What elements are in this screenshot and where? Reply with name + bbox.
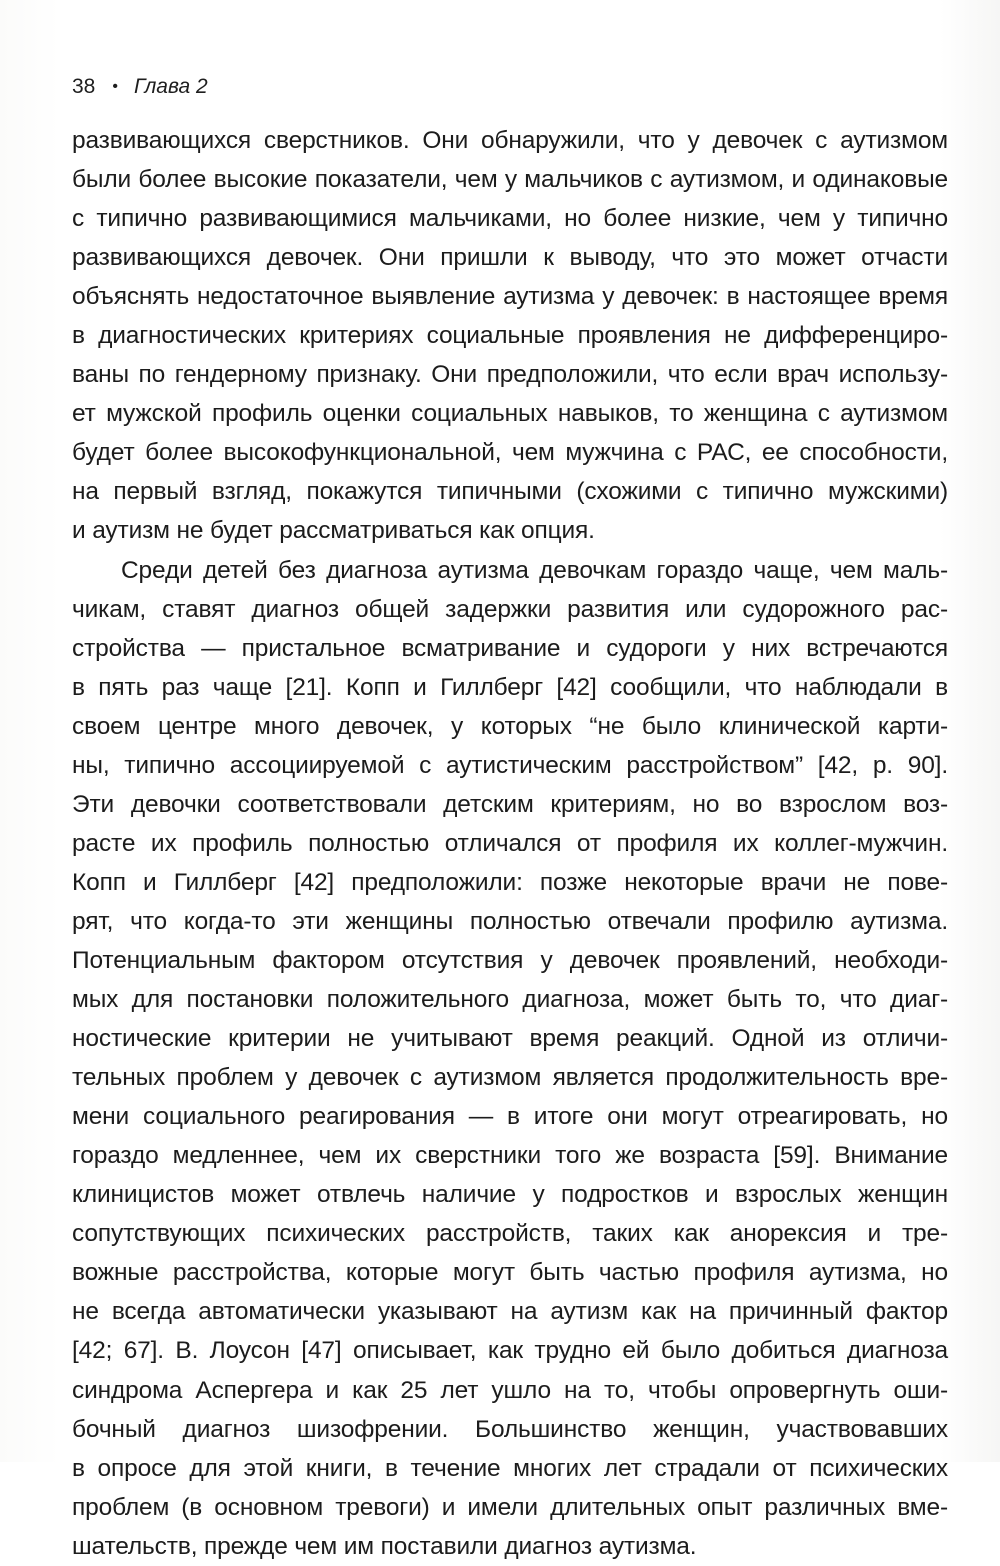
text-line: ностические критерии не учитывают время реакций. Одной из отличи- <box>72 1025 948 1053</box>
running-header <box>72 70 208 104</box>
text-line: тельных проблем у девочек с аутизмом является продолжительность вре- <box>72 1064 948 1092</box>
text-line: сопутствующих психических расстройств, таких как анорексия и тре- <box>72 1220 948 1248</box>
text-line: развивающихся девочек. Они пришли к выводу, что это может отчасти <box>72 244 948 272</box>
text-line: стройства — пристальное всматривание и судороги у них встречаются <box>72 634 948 662</box>
text-line: проблем (в основном тревоги) и имели длительных опыт различных вме- <box>72 1493 948 1521</box>
text-line: на первый взгляд, покажутся типичными (схожими с типично мужскими) <box>72 478 948 506</box>
text-line: развивающихся сверстников. Они обнаружили, что у девочек с аутизмом <box>72 127 948 154</box>
paragraph-1 <box>72 121 948 551</box>
bullet-separator: • <box>112 78 118 95</box>
text-line: были более высокие показатели, чем у мальчиков с аутизмом, и одинаковые <box>72 166 948 194</box>
body-text <box>72 121 948 1566</box>
text-line: своем центре много девочек, у которых “не было клинической карти- <box>72 712 948 740</box>
text-line: рят, что когда-то эти женщины полностью отвечали профилю аутизма. <box>72 907 948 935</box>
text-line: ны, типично ассоциируемой с аутистическим расстройством” [42, p. 90]. <box>72 751 948 779</box>
text-line: не всегда автоматически указывают на аутизм как на причинный фактор <box>72 1298 948 1326</box>
text-line: с типично развивающимися мальчиками, но более низкие, чем у типично <box>72 205 948 233</box>
text-line: расте их профиль полностью отличался от профиля их коллег-мужчин. <box>72 829 948 857</box>
text-line: мени социального реагирования — в итоге они могут отреагировать, но <box>72 1103 948 1131</box>
text-line: Эти девочки соответствовали детским критериям, но во взрослом воз- <box>72 790 948 818</box>
text-line: в диагностических критериях социальные проявления не дифференциро- <box>72 322 948 350</box>
text-line: будет более высокофункциональной, чем мужчина с РАС, ее способности, <box>72 439 948 467</box>
text-line: гораздо медленнее, чем их сверстники того же возраста [59]. Внимание <box>72 1142 948 1170</box>
text-line: в пять раз чаще [21]. Копп и Гиллберг [42] сообщили, что наблюдали в <box>72 673 948 701</box>
text-line: шательств, прежде чем им поставили диагноз аутизма. <box>72 1532 697 1560</box>
text-line: вожные расстройства, которые могут быть частью профиля аутизма, но <box>72 1259 948 1287</box>
text-line: ет мужской профиль оценки социальных навыков, то женщина с аутизмом <box>72 400 948 428</box>
chapter-title: Глава 2 <box>133 75 208 98</box>
text-line: и аутизм не будет рассматриваться как опция. <box>72 517 595 545</box>
text-line: в опросе для этой книги, в течение многих лет страдали от психических <box>72 1454 948 1482</box>
paragraph-2 <box>72 551 948 1566</box>
text-line: объяснять недостаточное выявление аутизма у девочек: в настоящее время <box>72 283 948 311</box>
text-line: бочный диагноз шизофрении. Большинство женщин, участвовавших <box>72 1415 948 1443</box>
text-line: чикам, ставят диагноз общей задержки развития или судорожного рас- <box>72 595 948 623</box>
text-line: [42; 67]. В. Лоусон [47] описывает, как трудно ей было добиться диагноза <box>72 1337 948 1365</box>
text-line: мых для постановки положительного диагноза, может быть то, что диаг- <box>72 986 948 1014</box>
text-line: клиницистов может отвлечь наличие у подростков и взрослых женщин <box>72 1181 948 1209</box>
page-number: 38 <box>72 75 96 98</box>
text-line: синдрома Аспергера и как 25 лет ушло на то, чтобы опровергнуть оши- <box>72 1376 948 1404</box>
text-line: Потенциальным фактором отсутствия у девочек проявлений, необходи- <box>72 946 948 974</box>
text-line: Копп и Гиллберг [42] предположили: позже некоторые врачи не пове- <box>72 868 948 896</box>
text-line: ваны по гендерному признаку. Они предположили, что если врач использу- <box>72 361 948 389</box>
text-line: Среди детей без диагноза аутизма девочкам гораздо чаще, чем маль- <box>121 556 948 584</box>
